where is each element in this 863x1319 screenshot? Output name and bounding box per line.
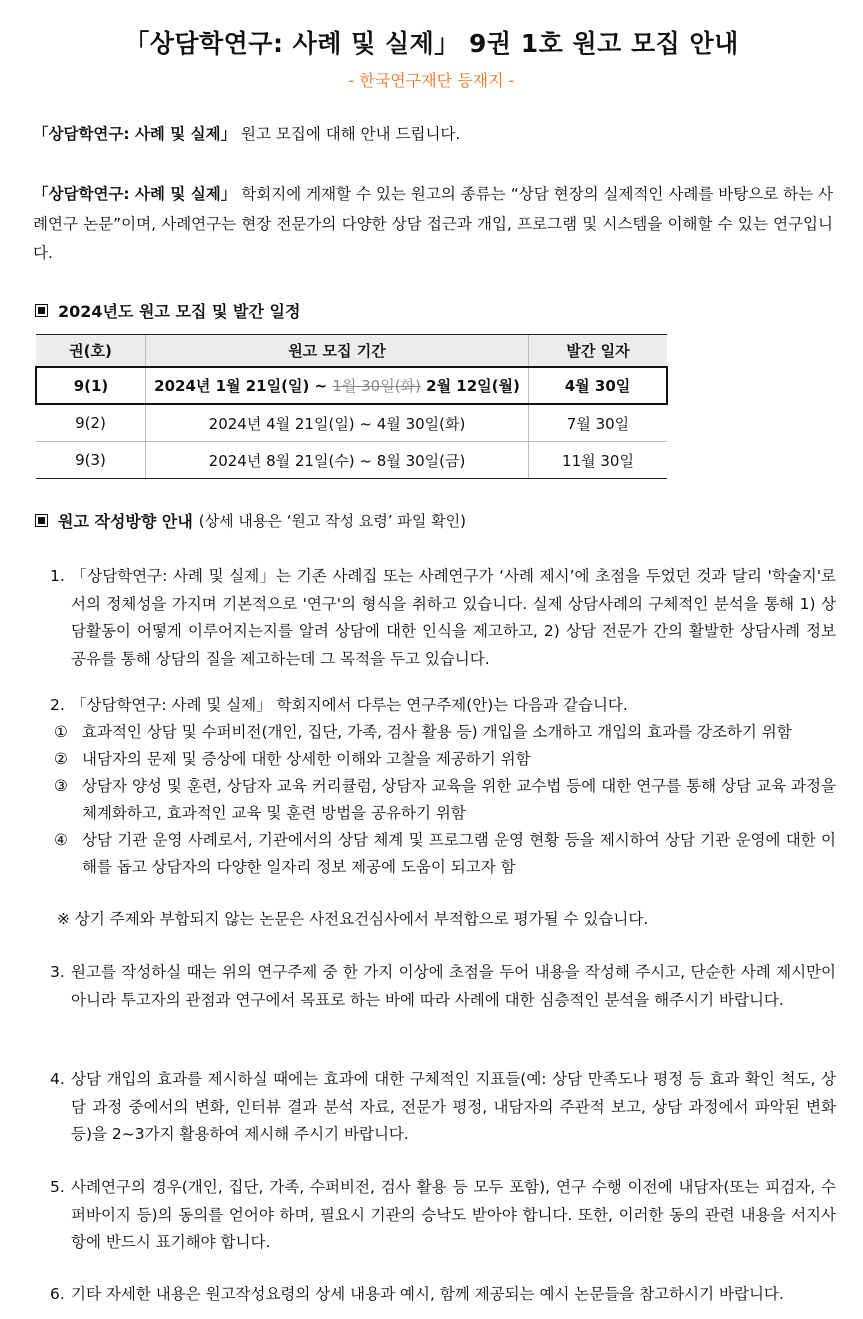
circled-number: ④: [54, 831, 68, 849]
item-number: 5.: [50, 1178, 65, 1196]
table-row: [36, 442, 667, 479]
volume-cell: 9(2): [36, 404, 146, 442]
intro-text: 학회지에 게재할 수 있는 원고의 종류는 “상담 현장의 실제적인 사례를 바탕으로 하는 사례연구 논문”이며, 사례연구는 현장 전문가의 다양한 상담 접근과 개입, 프로그램 및 시스템을 이해할 수 있는 연구입니다.: [33, 185, 834, 262]
col-publish-date: 발간 일자: [529, 335, 668, 368]
item-number: 2.: [50, 696, 65, 714]
guide-heading: [35, 509, 466, 532]
item-text: 사례연구의 경우(개인, 집단, 가족, 수퍼비전, 검사 활용 등 모두 포함), 연구 수행 이전에 내담자(또는 피검자, 수퍼바이지 등)의 동의를 얻어야 하며, 필요시 기관의 승낙도 받아야 합니다. 또한, 이러한 동의 관련 내용을 서지사항에 반드시 표기해야 합니다.: [71, 1178, 836, 1251]
schedule-heading: [35, 299, 300, 322]
guide-item-4: [50, 1066, 836, 1149]
intro-text: 원고 모집에 대해 안내 드립니다.: [236, 125, 461, 143]
volume-cell: 9(3): [36, 442, 146, 479]
item-number: 6.: [50, 1285, 65, 1303]
guide-item-3: [50, 959, 836, 1014]
guide-item-2: [50, 692, 836, 720]
item-number: 3.: [50, 963, 65, 981]
col-period: 원고 모집 기간: [146, 335, 529, 368]
item-text: 「상담학연구: 사례 및 실제」 학회지에서 다루는 연구주제(안)는 다음과 같습니다.: [71, 696, 628, 714]
circled-number: ③: [54, 777, 68, 795]
journal-name: 「상담학연구: 사례 및 실제」: [33, 125, 237, 143]
guide-item-5: [50, 1174, 836, 1257]
item-text: 「상담학연구: 사례 및 실제」는 기존 사례집 또는 사례연구가 ‘사례 제시’에 초점을 두었던 것과 달리 '학술지'로서의 정체성을 가지며 기본적으로 '연구'의 형식을 취하고 있습니다. 실제 상담사례의 구체적인 분석을 통해 1) 상담활동이 어떻게 이루어지는지를 알려 상담에 대한 인식을 제고하고, 2) 상담 전문가 간의 활발한 상담사례 정보 공유를 통해 상담의 질을 제고하는데 그 목적을 두고 있습니다.: [71, 567, 836, 668]
period-start: 2024년 1월 21일(일) ~: [154, 377, 333, 395]
item-text: 상담 개입의 효과를 제시하실 때에는 효과에 대한 구체적인 지표들(예: 상담 만족도나 평정 등 효과 확인 척도, 상담 과정 중에서의 변화, 인터뷰 결과 분석 자료, 전문가 평정, 내담자의 주관적 보고, 상담 과정에서 파악된 변화 등)을 2~3가지 활용하여 제시해 주시기 바랍니다.: [71, 1070, 836, 1143]
guide-heading-note: (상세 내용은 ‘원고 작성 요령’ 파일 확인): [198, 512, 466, 530]
topic-text: 상담자 양성 및 훈련, 상담자 교육 커리큘럼, 상담자 교육을 위한 교수법 등에 대한 연구를 통해 상담 교육 과정을 체계화하고, 효과적인 교육 및 훈련 방법을 공유하기 위함: [82, 777, 836, 822]
circled-number: ①: [54, 723, 68, 741]
item-number: 1.: [50, 567, 65, 585]
struck-old-deadline: 1월 30일(화): [332, 377, 421, 395]
page-title: 「상담학연구: 사례 및 실제」 9권 1호 원고 모집 안내: [124, 29, 739, 58]
publish-date-cell: 11월 30일: [529, 442, 668, 479]
topic-text: 효과적인 상담 및 수퍼비전(개인, 집단, 가족, 검사 활용 등) 개입을 소개하고 개입의 효과를 강조하기 위함: [82, 723, 792, 741]
table-row: [36, 404, 667, 442]
intro-paragraph-2: [33, 180, 833, 269]
volume-cell: 9(1): [36, 367, 146, 404]
guide-item-1: [50, 563, 836, 673]
intro-paragraph-1: [33, 120, 833, 150]
publish-date-cell: 7월 30일: [529, 404, 668, 442]
topic-1: [54, 719, 836, 746]
topic-text: 내담자의 문제 및 증상에 대한 상세한 이해와 고찰을 제공하기 위함: [82, 750, 531, 768]
period-cell: 2024년 4월 21일(일) ~ 4월 30일(화): [146, 404, 529, 442]
table-row-highlighted: [36, 367, 667, 404]
topic-text: 상담 기관 운영 사례로서, 기관에서의 상담 체계 및 프로그램 운영 현황 등을 제시하여 상담 기관 운영에 대한 이해를 돕고 상담자의 다양한 일자리 정보 제공에 도움이 되고자 함: [82, 831, 836, 876]
circled-number: ②: [54, 750, 68, 768]
period-cell: [146, 367, 529, 404]
col-volume: 권(호): [36, 335, 146, 368]
schedule-heading-text: 2024년도 원고 모집 및 발간 일정: [58, 302, 301, 321]
square-bullet-icon: [35, 514, 48, 527]
publish-date-cell: 4월 30일: [529, 367, 668, 404]
guide-item-6: [50, 1281, 836, 1309]
schedule-table: [35, 334, 668, 479]
item-text: 기타 자세한 내용은 원고작성요령의 상세 내용과 예시, 함께 제공되는 예시 논문들을 참고하시기 바랍니다.: [71, 1285, 784, 1303]
period-new-deadline: 2월 12일(월): [420, 377, 520, 395]
subtitle: - 한국연구재단 등재지 -: [348, 71, 515, 90]
topic-2: [54, 746, 836, 773]
square-bullet-icon: [35, 304, 48, 317]
topic-4: [54, 827, 836, 881]
topic-note: ※ 상기 주제와 부합되지 않는 논문은 사전요건심사에서 부적합으로 평가될 수 있습니다.: [57, 910, 649, 928]
topic-3: [54, 773, 836, 827]
item-number: 4.: [50, 1070, 65, 1088]
period-cell: 2024년 8월 21일(수) ~ 8월 30일(금): [146, 442, 529, 479]
guide-heading-text: 원고 작성방향 안내: [58, 512, 193, 531]
journal-name: 「상담학연구: 사례 및 실제」: [33, 185, 237, 203]
item-text: 원고를 작성하실 때는 위의 연구주제 중 한 가지 이상에 초점을 두어 내용을 작성해 주시고, 단순한 사례 제시만이 아니라 투고자의 관점과 연구에서 목표로 하는 바에 따라 사례에 대한 심층적인 분석을 해주시기 바랍니다.: [71, 963, 836, 1009]
table-header-row: [36, 335, 667, 368]
